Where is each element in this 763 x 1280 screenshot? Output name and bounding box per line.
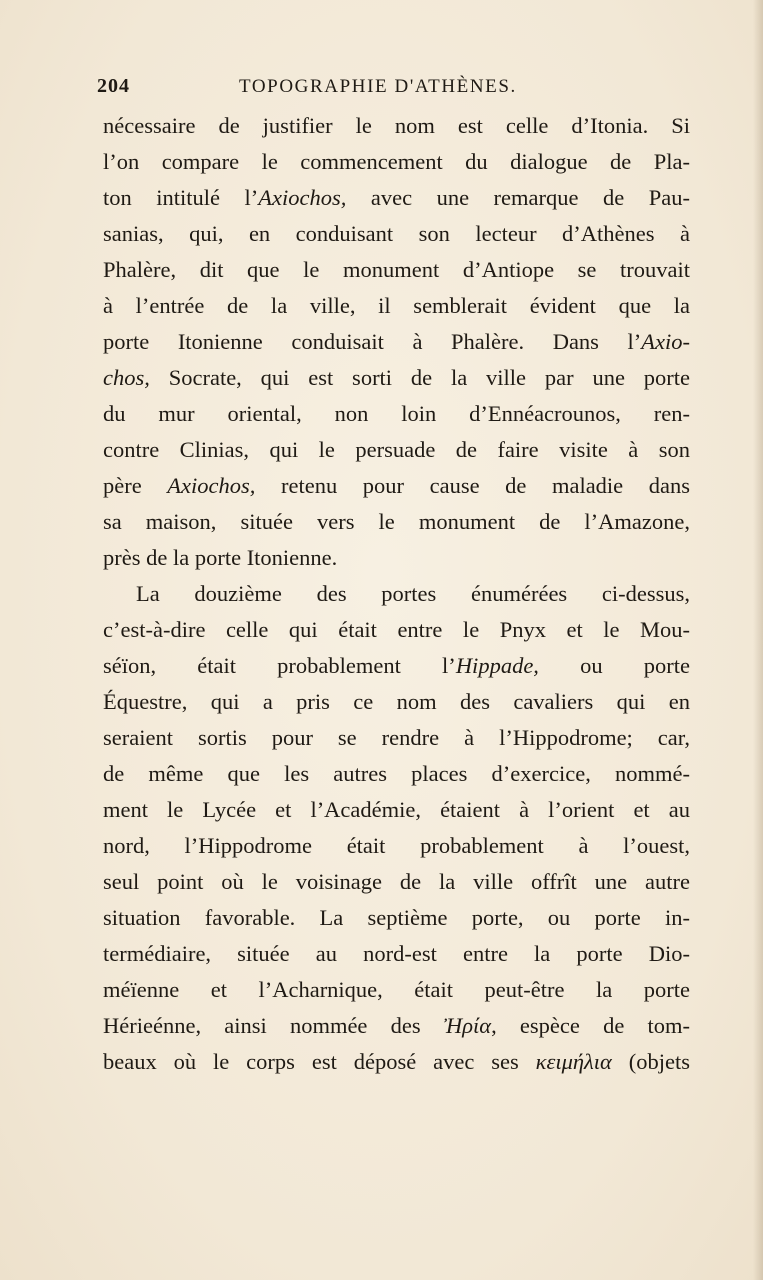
running-title: TOPOGRAPHIE D'ATHÈNES. (239, 76, 517, 97)
paragraph-last-line: près de la porte Itonienne. (103, 545, 338, 570)
paragraph-first-line: La douzième des portes énumérées ci-dessus, (136, 581, 690, 606)
text-line: sa maison, située vers le monument de l’Amazone, (103, 509, 690, 534)
text-line: termédiaire, située au nord-est entre la porte Dio- (103, 941, 690, 966)
text-line: c’est-à-dire celle qui était entre le Pnyx et le Mou- (103, 617, 690, 642)
text-line: seraient sortis pour se rendre à l’Hippodrome; car, (103, 725, 690, 750)
page-number: 204 (97, 75, 130, 97)
page-edge-shadow (753, 0, 763, 1280)
text-line: contre Clinias, qui le persuade de faire visite à son (103, 437, 690, 462)
text-line: chos, Socrate, qui est sorti de la ville par une porte (103, 365, 690, 390)
running-header (97, 75, 687, 101)
text-line: de même que les autres places d’exercice, nommé- (103, 761, 690, 786)
text-line: du mur oriental, non loin d’Ennéacrounos, ren- (103, 401, 690, 426)
text-line: sanias, qui, en conduisant son lecteur d’Athènes à (103, 221, 690, 246)
text-line: père Axiochos, retenu pour cause de maladie dans (103, 473, 690, 498)
text-line: nécessaire de justifier le nom est celle d’Itonia. Si (103, 113, 690, 138)
text-line: à l’entrée de la ville, il semblerait évident que la (103, 293, 690, 318)
text-line: l’on compare le commencement du dialogue de Pla- (103, 149, 690, 174)
text-line: séïon, était probablement l’Hippade, ou porte (103, 653, 691, 678)
text-line: Hérieénne, ainsi nommée des Ἠρία, espèce de tom- (103, 1013, 690, 1038)
text-line: Phalère, dit que le monument d’Antiope se trouvait (103, 257, 690, 282)
text-line: nord, l’Hippodrome était probablement à l’ouest, (103, 833, 690, 858)
text-line: méïenne et l’Acharnique, était peut-être la porte (103, 977, 690, 1002)
text-line: situation favorable. La septième porte, ou porte in- (103, 905, 690, 930)
text-line: Équestre, qui a pris ce nom des cavaliers qui en (103, 689, 690, 714)
text-line: ton intitulé l’Axiochos, avec une remarque de Pau- (103, 185, 690, 210)
text-line: porte Itonienne conduisait à Phalère. Dans l’Axio- (103, 329, 690, 354)
text-line: beaux où le corps est déposé avec ses κειμήλια (objets (103, 1049, 690, 1074)
body-text (103, 108, 690, 1080)
text-line: seul point où le voisinage de la ville offrît une autre (103, 869, 690, 894)
text-line: ment le Lycée et l’Académie, étaient à l’orient et au (103, 797, 690, 822)
